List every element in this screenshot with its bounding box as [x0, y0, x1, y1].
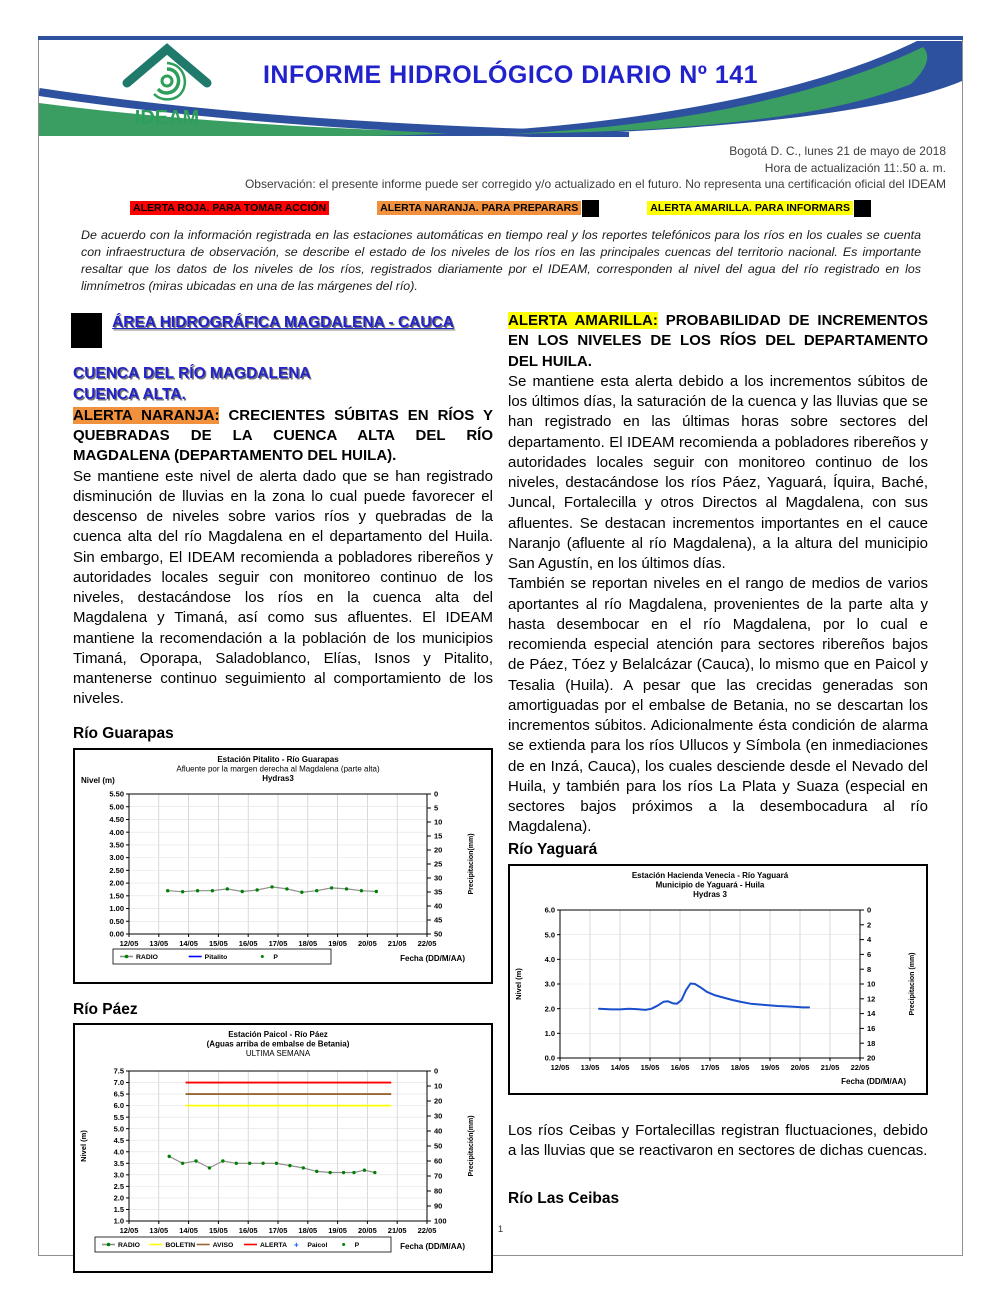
- svg-text:Nivel (m): Nivel (m): [81, 775, 115, 785]
- svg-text:1.0: 1.0: [113, 1217, 124, 1227]
- svg-text:2: 2: [867, 919, 872, 929]
- svg-text:Nivel (m): Nivel (m): [514, 967, 523, 1000]
- svg-text:4: 4: [867, 934, 872, 944]
- svg-text:20: 20: [434, 1097, 443, 1107]
- header-banner: [39, 37, 962, 137]
- left-column: [73, 311, 493, 1273]
- meta-observation: Observación: el presente informe puede ser corregido y/o actualizado en el futuro. No representa una certificación oficial del IDEAM: [244, 177, 946, 192]
- svg-text:22/05: 22/05: [417, 1226, 437, 1236]
- svg-text:Hydras3: Hydras3: [262, 773, 294, 783]
- svg-text:5: 5: [434, 803, 439, 813]
- svg-text:Fecha (DD/M/AA): Fecha (DD/M/AA): [841, 1076, 906, 1086]
- svg-text:Precipitacion(mm): Precipitacion(mm): [468, 832, 475, 895]
- svg-text:80: 80: [434, 1187, 443, 1197]
- svg-text:4.5: 4.5: [113, 1136, 124, 1146]
- alert-chip-yellow-wrap: [647, 200, 871, 217]
- svg-text:40: 40: [434, 1127, 443, 1137]
- svg-text:2.0: 2.0: [113, 1193, 124, 1203]
- right-paragraph-1: Se mantiene esta alerta debido a los incrementos súbitos de los últimos días, la saturación de la cuenca y las lluvias que se han registrado en las últimas horas sobre sectores del departamento. El IDEAM recomienda a pobladores ribereños y autoridades locales seguir con monitoreo continuo de los niveles, destacándose los ríos Páez, Yaguará, Íquira, Baché, Juncal, Fortalecilla y otros Directos al Magdalena, con sus afluentes. Se destacan incrementos importantes en el cauce Naranjo (afluente al río Magdalena), a la altura del municipio San Agustín, en los últimos días.: [508, 372, 928, 573]
- svg-text:2.5: 2.5: [113, 1182, 124, 1192]
- svg-text:60: 60: [434, 1157, 443, 1167]
- svg-text:5.50: 5.50: [109, 789, 124, 799]
- svg-text:RADIO: RADIO: [118, 1242, 140, 1250]
- svg-text:Afluente por la margen derecha: Afluente por la margen derecha al Magdalena (parte alta): [176, 764, 380, 774]
- svg-text:(Aguas arriba de embalse de Be: (Aguas arriba de embalse de Betania): [206, 1039, 350, 1049]
- svg-text:30: 30: [434, 1112, 443, 1122]
- basin-subtitle: CUENCA ALTA.: [73, 385, 186, 403]
- svg-text:21/05: 21/05: [387, 1226, 407, 1236]
- rio-paez-heading: Río Páez: [73, 1000, 138, 1018]
- redaction-box-large: [71, 313, 102, 348]
- svg-text:18/05: 18/05: [298, 938, 318, 948]
- svg-text:20/05: 20/05: [358, 938, 377, 948]
- svg-text:3.0: 3.0: [544, 979, 555, 989]
- report-page: [38, 36, 963, 1256]
- svg-text:P: P: [354, 1242, 360, 1250]
- svg-text:10: 10: [867, 979, 876, 989]
- svg-text:20: 20: [434, 845, 443, 855]
- svg-text:7.0: 7.0: [113, 1078, 124, 1088]
- alert-chip-yellow: ALERTA AMARILLA. PARA INFORMARS: [647, 201, 853, 215]
- svg-text:+: +: [293, 1240, 299, 1250]
- svg-text:5.0: 5.0: [113, 1124, 124, 1134]
- svg-text:12/05: 12/05: [119, 1226, 139, 1236]
- svg-text:16/05: 16/05: [238, 938, 258, 948]
- svg-text:0.0: 0.0: [544, 1053, 555, 1063]
- svg-text:14: 14: [867, 1008, 876, 1018]
- svg-text:17/05: 17/05: [700, 1062, 720, 1072]
- svg-text:20/05: 20/05: [790, 1062, 810, 1072]
- rio-las-ceibas-heading: Río Las Ceibas: [508, 1190, 620, 1207]
- svg-text:21/05: 21/05: [387, 938, 407, 948]
- svg-text:22/05: 22/05: [850, 1062, 870, 1072]
- svg-text:Hydras 3: Hydras 3: [693, 889, 727, 899]
- svg-text:Nivel (m): Nivel (m): [79, 1130, 88, 1163]
- left-paragraph-1: Se mantiene este nivel de alerta dado que se han registrado disminución de lluvias en la zona lo cual puede favorecer el descenso de niveles sobre varios ríos y quebradas de la cuenca alta del río Magdalena en el departamento del Huila. Sin embargo, El IDEAM recomienda a pobladores ribereños y autoridades locales seguir con monitoreo continuo de los niveles, destacándose los ríos en la cuenca alta del Magdalena y Timaná, así como sus afluentes. El IDEAM mantiene la recomendación a la población de los municipios Timaná, Oporapa, Saladoblanco, Elías, Isnos y Pitalito, mantenerse continuo seguimiento al comportamiento de los niveles.: [73, 467, 493, 708]
- intro-paragraph: De acuerdo con la información registrada en las estaciones automáticas en tiempo real y los reportes telefónicos para los ríos en los cuales se cuenta con infraestructura de observación, se describe el estado de los niveles de los ríos en las principales cuencas del territorio nacional. Es importante resaltar que los datos de los niveles de los ríos, registrados diariamente por el IDEAM, corresponden al nivel del agua del río registrado en los limnímetros (miras ubicadas en una de las márgenes del río).: [81, 227, 921, 293]
- svg-text:3.00: 3.00: [109, 852, 124, 862]
- page-number: 1: [497, 1224, 504, 1235]
- svg-text:100: 100: [434, 1217, 447, 1227]
- meta-update-time: Hora de actualización 11:.50 a. m.: [764, 160, 946, 175]
- svg-text:20: 20: [867, 1053, 876, 1063]
- svg-text:0.50: 0.50: [109, 916, 124, 926]
- svg-text:Estación Hacienda Venecia - Rí: Estación Hacienda Venecia - Río Yaguará: [631, 870, 789, 880]
- svg-text:AVISO: AVISO: [212, 1242, 234, 1250]
- svg-text:30: 30: [434, 873, 443, 883]
- right-paragraph-2: También se reportan niveles en el rango de medios de varios aportantes al río Magdalena, provenientes de la parte alta y hasta desembocar en el río Magdalena, por lo cual e recomienda especial atención para sectores ribereños bajos de Páez, Tóez y Belalcázar (Cauca), lo mismo que en Paicol y Tesalia (Huila). A pesar que las crecidas generadas son amortiguadas por el embalse de Betania, no se descartan los incrementos súbitos. Adicionalmente ésta condición de alarma se extienda para los ríos Ullucos y Símbola (en inmediaciones de en Inzá, Cauca), los cuales desciende desde el Nevado del Huila, y también para los ríos La Plata y Suaza (especial en sectores bajos próximos a la desembocadura al río Magdalena).: [508, 575, 928, 836]
- svg-text:3.5: 3.5: [113, 1159, 124, 1169]
- svg-text:18: 18: [867, 1038, 876, 1048]
- alerta-amarilla-tag: ALERTA AMARILLA:: [508, 312, 658, 330]
- svg-text:13/05: 13/05: [149, 1226, 169, 1236]
- svg-text:4.00: 4.00: [109, 827, 124, 837]
- svg-text:Pitalito: Pitalito: [204, 953, 228, 961]
- svg-text:12/05: 12/05: [119, 938, 139, 948]
- chart-rio-guarapas: [73, 748, 493, 984]
- svg-text:0.00: 0.00: [109, 929, 124, 939]
- svg-text:14/05: 14/05: [179, 938, 198, 948]
- redaction-box: [854, 200, 871, 217]
- svg-text:1.5: 1.5: [113, 1205, 124, 1215]
- alerta-naranja-tag: ALERTA NARANJA:: [73, 406, 220, 424]
- report-meta: [39, 143, 962, 193]
- rio-guarapas-heading: Río Guarapas: [73, 724, 174, 742]
- svg-text:3.50: 3.50: [109, 840, 124, 850]
- chart-rio-paez: [73, 1023, 493, 1273]
- svg-text:0: 0: [434, 1067, 439, 1077]
- svg-text:15/05: 15/05: [640, 1062, 660, 1072]
- svg-text:5.5: 5.5: [113, 1113, 124, 1123]
- two-column-body: [73, 311, 928, 1273]
- svg-text:35: 35: [434, 887, 443, 897]
- svg-text:90: 90: [434, 1202, 443, 1212]
- svg-text:15/05: 15/05: [209, 1226, 228, 1236]
- svg-text:25: 25: [434, 859, 443, 869]
- svg-text:70: 70: [434, 1172, 443, 1182]
- svg-text:0: 0: [434, 789, 439, 799]
- svg-text:Fecha (DD/M/AA): Fecha (DD/M/AA): [400, 953, 465, 963]
- svg-text:4.0: 4.0: [544, 954, 555, 964]
- alert-chip-orange-wrap: [377, 200, 599, 217]
- svg-text:4.0: 4.0: [113, 1147, 124, 1157]
- svg-text:21/05: 21/05: [820, 1062, 840, 1072]
- svg-text:16/05: 16/05: [670, 1062, 690, 1072]
- svg-text:19/05: 19/05: [760, 1062, 780, 1072]
- svg-text:13/05: 13/05: [580, 1062, 600, 1072]
- svg-text:5.0: 5.0: [544, 929, 555, 939]
- svg-text:3.0: 3.0: [113, 1170, 124, 1180]
- svg-text:17/05: 17/05: [268, 938, 288, 948]
- svg-text:14/05: 14/05: [179, 1226, 198, 1236]
- svg-text:2.0: 2.0: [544, 1003, 555, 1013]
- svg-text:22/05: 22/05: [417, 938, 437, 948]
- svg-text:ALERTA: ALERTA: [260, 1242, 288, 1250]
- svg-text:13/05: 13/05: [149, 938, 169, 948]
- ideam-logo-text: IDEAM: [134, 107, 200, 129]
- svg-text:6.0: 6.0: [544, 905, 555, 915]
- area-title: ÁREA HIDROGRÁFICA MAGDALENA - CAUCA: [112, 314, 454, 332]
- svg-text:10: 10: [434, 817, 443, 827]
- svg-text:0: 0: [867, 905, 872, 915]
- svg-text:Precipitacion (mm): Precipitacion (mm): [909, 951, 916, 1016]
- svg-text:16/05: 16/05: [238, 1226, 258, 1236]
- svg-text:4.50: 4.50: [109, 814, 124, 824]
- svg-text:1.0: 1.0: [544, 1028, 555, 1038]
- alerta-amarilla-headline: PROBABILIDAD DE INCREMENTOS EN LOS NIVELES DE LOS RÍOS DEL DEPARTAMENTO DEL HUILA.: [508, 312, 928, 370]
- svg-text:17/05: 17/05: [268, 1226, 288, 1236]
- redaction-box: [582, 200, 599, 217]
- svg-text:19/05: 19/05: [328, 938, 347, 948]
- svg-text:Fecha (DD/M/AA): Fecha (DD/M/AA): [400, 1242, 465, 1252]
- svg-text:40: 40: [434, 901, 443, 911]
- alert-chip-red: ALERTA ROJA. PARA TOMAR ACCIÓN: [130, 201, 329, 215]
- svg-text:18/05: 18/05: [298, 1226, 318, 1236]
- basin-title: CUENCA DEL RÍO MAGDALENA: [73, 365, 311, 382]
- svg-text:Municipio de Yaguará - Huila: Municipio de Yaguará - Huila: [655, 880, 765, 889]
- alert-legend: [39, 200, 962, 217]
- svg-text:5.00: 5.00: [109, 801, 124, 811]
- right-paragraph-3: Los ríos Ceibas y Fortalecillas registran fluctuaciones, debido a las lluvias que se reactivaron en sectores de dichas cuencas.: [508, 1121, 928, 1159]
- svg-text:Paicol: Paicol: [307, 1242, 328, 1250]
- svg-text:2.00: 2.00: [109, 878, 124, 888]
- right-column: [508, 311, 928, 1273]
- svg-text:1.00: 1.00: [109, 903, 124, 913]
- svg-text:19/05: 19/05: [328, 1226, 347, 1236]
- meta-date: Bogotá D. C., lunes 21 de mayo de 2018: [729, 144, 946, 158]
- svg-text:12/05: 12/05: [550, 1062, 570, 1072]
- svg-text:14/05: 14/05: [610, 1062, 630, 1072]
- svg-text:50: 50: [434, 929, 443, 939]
- svg-text:ULTIMA SEMANA: ULTIMA SEMANA: [245, 1049, 311, 1059]
- svg-text:12: 12: [867, 993, 876, 1003]
- svg-text:18/05: 18/05: [730, 1062, 750, 1072]
- svg-text:Estación Pitalito - Río Guara: Estación Pitalito - Río Guarapas: [217, 754, 339, 764]
- alerta-naranja-paragraph: [73, 406, 493, 467]
- svg-text:45: 45: [434, 915, 443, 925]
- svg-text:10: 10: [434, 1082, 443, 1092]
- report-title: INFORME HIDROLÓGICO DIARIO Nº 141: [262, 61, 759, 89]
- svg-text:Estación Paicol - Río Páez: Estación Paicol - Río Páez: [228, 1030, 328, 1040]
- svg-text:6.5: 6.5: [113, 1090, 124, 1100]
- rio-yaguara-heading: Río Yaguará: [508, 840, 598, 858]
- alerta-naranja-headline: CRECIENTES SÚBITAS EN RÍOS Y QUEBRADAS DE LA CUENCA ALTA DEL RÍO MAGDALENA (DEPARTAMENTO DEL HUILA).: [73, 406, 493, 465]
- chart-rio-yaguara: [508, 864, 928, 1095]
- svg-text:BOLETIN: BOLETIN: [165, 1242, 196, 1250]
- svg-text:6: 6: [867, 949, 872, 959]
- svg-text:1.50: 1.50: [109, 890, 124, 900]
- svg-text:P: P: [273, 953, 278, 961]
- alert-chip-orange: ALERTA NARANJA. PARA PREPARARS: [377, 201, 581, 215]
- svg-text:15: 15: [434, 831, 443, 841]
- svg-text:6.0: 6.0: [113, 1101, 124, 1111]
- svg-text:20/05: 20/05: [358, 1226, 377, 1236]
- svg-text:16: 16: [867, 1023, 876, 1033]
- svg-text:8: 8: [867, 964, 872, 974]
- svg-text:RADIO: RADIO: [136, 953, 158, 961]
- alerta-amarilla-paragraph: [508, 311, 928, 372]
- svg-text:15/05: 15/05: [209, 938, 228, 948]
- svg-text:2.50: 2.50: [109, 865, 124, 875]
- svg-text:50: 50: [434, 1142, 443, 1152]
- svg-text:7.5: 7.5: [113, 1067, 124, 1077]
- svg-text:Precipitación(mm): Precipitación(mm): [468, 1115, 475, 1177]
